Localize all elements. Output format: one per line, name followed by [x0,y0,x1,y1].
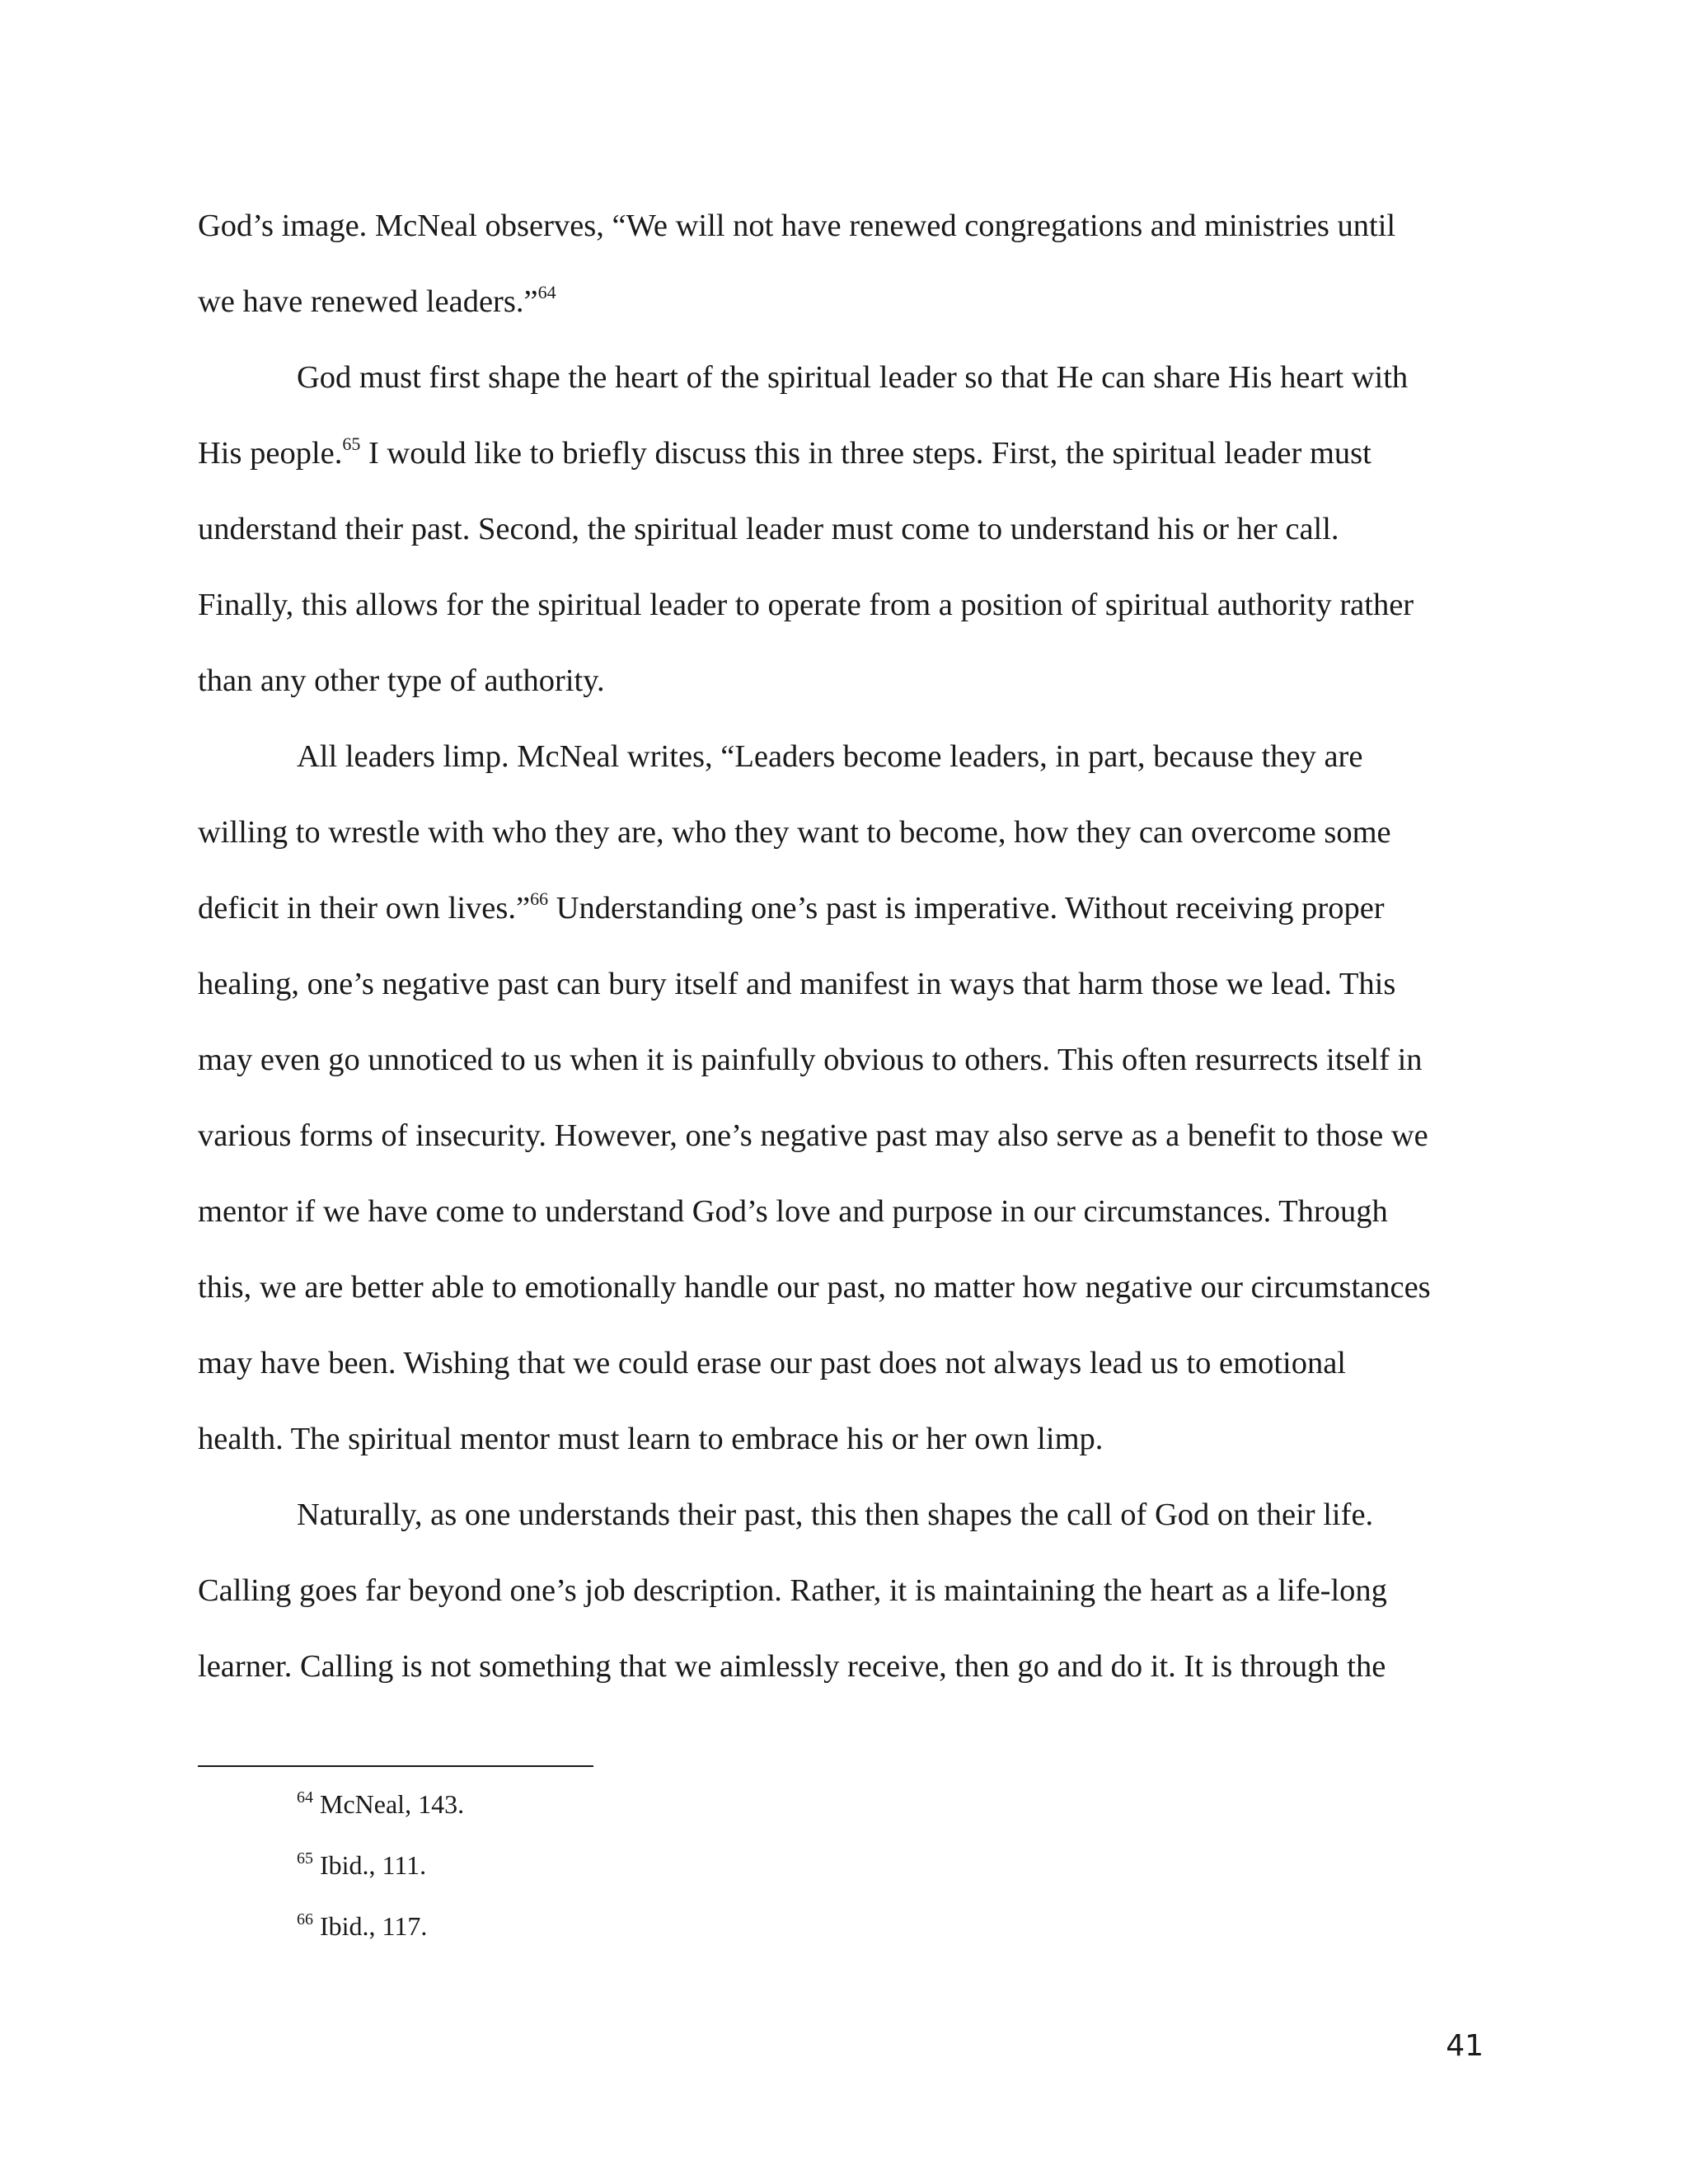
text-line [198,415,1484,491]
text-run: His people. [198,436,343,471]
text-run: this, we are better able to emotionally handle our past, no matter how negative our circumstances [198,1270,1431,1305]
text-run: God must first shape the heart of the spiritual leader so that He can share His heart with [297,360,1409,395]
footnote-reference: 65 [342,434,361,454]
text-run: various forms of insecurity. However, one’s negative past may also serve as a benefit to those we [198,1118,1428,1153]
footnote [297,1780,1286,1841]
text-line [198,1477,1484,1553]
text-line [198,719,1484,794]
text-run: healing, one’s negative past can bury itself and manifest in ways that harm those we lead. This [198,967,1396,1001]
text-run: Naturally, as one understands their past, this then shapes the call of God on their life. [297,1497,1374,1532]
text-run: God’s image. McNeal observes, “We will not have renewed congregations and ministries until [198,209,1396,243]
text-line [198,1553,1484,1629]
text-line [198,1401,1484,1477]
text-line [198,264,1484,340]
text-run: Finally, this allows for the spiritual leader to operate from a position of spiritual authority rather [198,588,1414,622]
text-line [198,1629,1484,1704]
text-line [198,643,1484,719]
footnote-number: 66 [297,1910,313,1929]
footnote-number: 65 [297,1849,313,1868]
text-run: deficit in their own lives.” [198,891,531,926]
footnote-text: Ibid., 117. [313,1911,428,1941]
text-line [198,870,1484,946]
text-run: we have renewed leaders.” [198,284,538,319]
text-line [198,1098,1484,1174]
text-run: may have been. Wishing that we could erase our past does not always lead us to emotional [198,1346,1346,1380]
paragraph [198,1477,1484,1704]
text-run: mentor if we have come to understand God’s love and purpose in our circumstances. Through [198,1194,1388,1229]
text-run: understand their past. Second, the spiritual leader must come to understand his or her call. [198,512,1339,546]
footnote [297,1902,1286,1963]
body-text [198,188,1484,1704]
footnote [297,1841,1286,1902]
footnote-number: 64 [297,1788,313,1807]
text-run: I would like to briefly discuss this in three steps. First, the spiritual leader must [360,436,1372,471]
text-line [198,1249,1484,1325]
paragraph [198,719,1484,1477]
paragraph [198,188,1484,340]
footnote-reference: 64 [537,282,556,302]
text-run: Calling goes far beyond one’s job description. Rather, it is maintaining the heart as a life-long [198,1573,1387,1608]
page-number: 41 [1446,2029,1484,2063]
text-run: than any other type of authority. [198,663,605,698]
text-line [198,1325,1484,1401]
text-run: All leaders limp. McNeal writes, “Leaders become leaders, in part, because they are [297,739,1363,774]
text-run: willing to wrestle with who they are, who they want to become, how they can overcome some [198,815,1391,850]
text-line [198,188,1484,264]
footnote-text: McNeal, 143. [313,1789,465,1819]
text-run: learner. Calling is not something that we aimlessly receive, then go and do it. It is through the [198,1649,1386,1684]
text-line [198,794,1484,870]
text-line [198,1174,1484,1249]
text-line [198,340,1484,415]
paragraph [198,340,1484,719]
text-run: health. The spiritual mentor must learn to embrace his or her own limp. [198,1422,1104,1456]
text-run: Understanding one’s past is imperative. Without receiving proper [548,891,1385,926]
text-line [198,491,1484,567]
text-line [198,567,1484,643]
footnote-text: Ibid., 111. [313,1850,427,1880]
footnote-reference: 66 [530,888,549,909]
footnotes [297,1780,1286,1963]
text-line [198,946,1484,1022]
footnote-separator [198,1765,593,1767]
text-run: may even go unnoticed to us when it is painfully obvious to others. This often resurrects itself in [198,1043,1423,1077]
text-line [198,1022,1484,1098]
